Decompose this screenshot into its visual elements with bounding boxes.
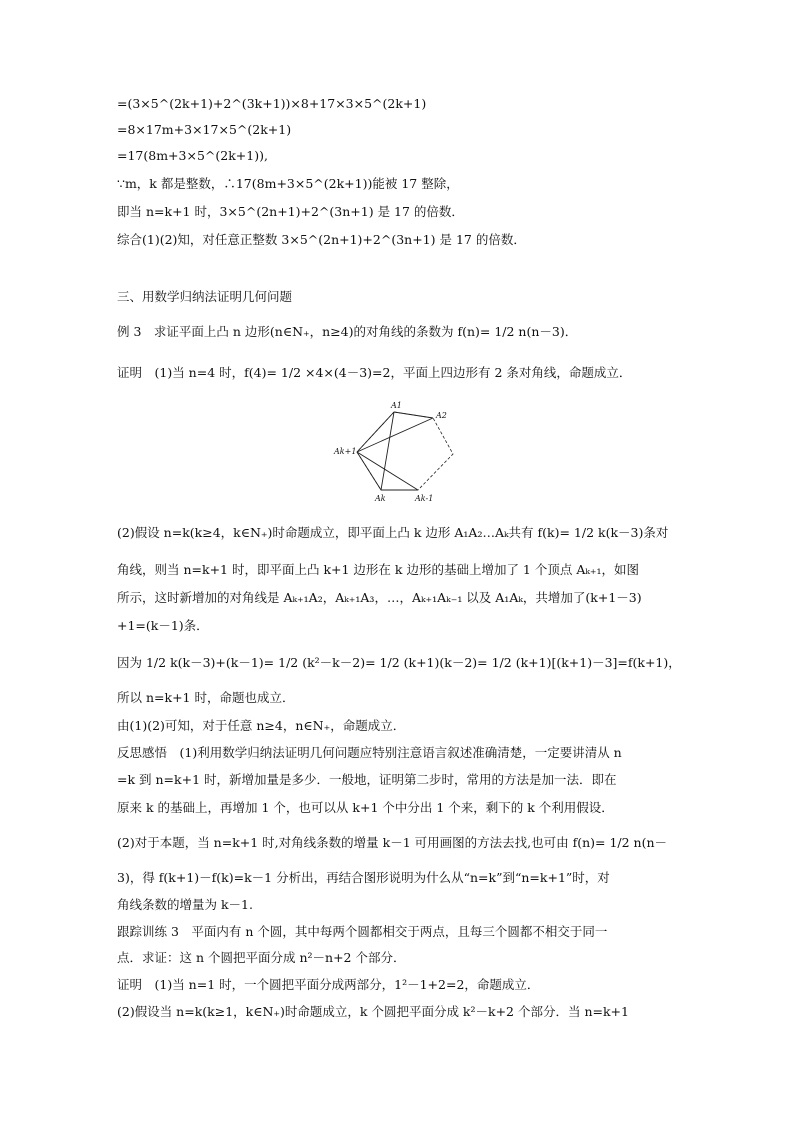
example-statement: 例 3 求证平面上凸 n 边形(n∈N₊，n≥4)的对角线的条数为 f(n)= 1/2 n(n－3)． (117, 324, 578, 339)
exercise-line-1: 跟踪训练 3 平面内有 n 个圆，其中每两个圆都相交于两点，且每三个圆都不相交于同一 (117, 924, 608, 939)
text-line-3: =17(8m+3×5^(2k+1)), (117, 148, 268, 163)
text-line-5: 即当 n=k+1 时，3×5^(2n+1)+2^(3n+1) 是 17 的倍数． (117, 204, 464, 219)
vertex-label-a1: A1 (391, 401, 402, 410)
reflection-line-1: 反思感悟 (1)利用数学归纳法证明几何问题应特别注意语言叙述准确清楚，一定要讲清从 n (117, 745, 622, 760)
edge-ak1-ak (357, 452, 381, 490)
reflection-line-3: 原来 k 的基础上，再增加 1 个，也可以从 k+1 个中分出 1 个来，剩下的 k 个利用假设． (117, 800, 614, 815)
proof-step-2-line-4: +1=(k－1)条． (117, 618, 209, 633)
reflection-line-4: (2)对于本题，当 n=k+1 时,对角线条数的增量 k－1 可用画图的方法去找,也可由 f(n)= 1/2 n(n－ (117, 835, 668, 850)
vertex-label-a2: A2 (436, 411, 447, 420)
reflection-line-5: 3)，得 f(k+1)－f(k)=k－1 分析出，再结合图形说明为什么从“n=k”到“n=k+1”时，对 (117, 870, 610, 885)
exercise-line-2: 点．求证：这 n 个圆把平面分成 n²－n+2 个部分． (117, 950, 406, 965)
proof-step-1: 证明 (1)当 n=4 时，f(4)= 1/2 ×4×(4－3)=2，平面上四边形有 2 条对角线，命题成立． (117, 365, 632, 380)
exercise-proof-2: (2)假设当 n=k(k≥1，k∈N₊)时命题成立，k 个圆把平面分成 k²－k+2 个部分．当 n=k+1 (117, 1004, 629, 1019)
text-line-2: =8×17m+3×17×5^(2k+1) (117, 122, 292, 137)
text-line-1: =(3×5^(2k+1)+2^(3k+1))×8+17×3×5^(2k+1) (117, 96, 427, 111)
edge-a1-a2 (394, 412, 433, 418)
proof-step-2-line-5: 因为 1/2 k(k－3)+(k－1)= 1/2 (k²－k－2)= 1/2 (k+1)(k－2)= 1/2 (k+1)[(k+1)－3]=f(k+1)， (117, 655, 681, 670)
reflection-line-2: =k 到 n=k+1 时，新增加量是多少．一般地，证明第二步时，常用的方法是加一法．即在 (117, 772, 617, 787)
polygon-figure (330, 398, 470, 508)
text-line-6: 综合(1)(2)知，对任意正整数 3×5^(2n+1)+2^(3n+1) 是 17 的倍数． (117, 232, 526, 247)
proof-step-2-line-1: (2)假设 n=k(k≥4，k∈N₊)时命题成立，即平面上凸 k 边形 A₁A₂…Aₖ共有 f(k)= 1/2 k(k－3)条对 (117, 525, 669, 540)
vertex-label-ak1: Ak+1 (334, 447, 357, 456)
proof-step-2-line-6: 所以 n=k+1 时，命题也成立． (117, 690, 295, 705)
proof-step-2-line-2: 角线，则当 n=k+1 时，即平面上凸 k+1 边形在 k 边形的基础上增加了 1 个顶点 Aₖ₊₁，如图 (117, 562, 640, 577)
vertex-label-ak: Ak (375, 494, 386, 503)
section-heading: 三、用数学归纳法证明几何问题 (117, 289, 293, 304)
proof-conclusion: 由(1)(2)可知，对于任意 n≥4，n∈N₊，命题成立． (117, 718, 406, 733)
polygon-outline (357, 412, 453, 490)
polygon-diagram (330, 398, 470, 508)
proof-step-2-line-3: 所示，这时新增加的对角线是 Aₖ₊₁A₂，Aₖ₊₁A₃，…，Aₖ₊₁Aₖ₋₁ 以及 A₁Aₖ，共增加了(k+1－3) (117, 590, 642, 605)
reflection-line-6: 角线条数的增量为 k－1. (117, 897, 253, 912)
exercise-proof-1: 证明 (1)当 n=1 时，一个圆把平面分成两部分，1²－1+2=2，命题成立． (117, 977, 540, 992)
diagonal-ak1-akm1 (357, 452, 418, 490)
text-line-4: ∵m，k 都是整数，∴17(8m+3×5^(2k+1))能被 17 整除， (117, 176, 459, 191)
diagonal-ak1-a2 (357, 418, 433, 452)
vertex-label-akm1: Ak-1 (415, 494, 434, 503)
